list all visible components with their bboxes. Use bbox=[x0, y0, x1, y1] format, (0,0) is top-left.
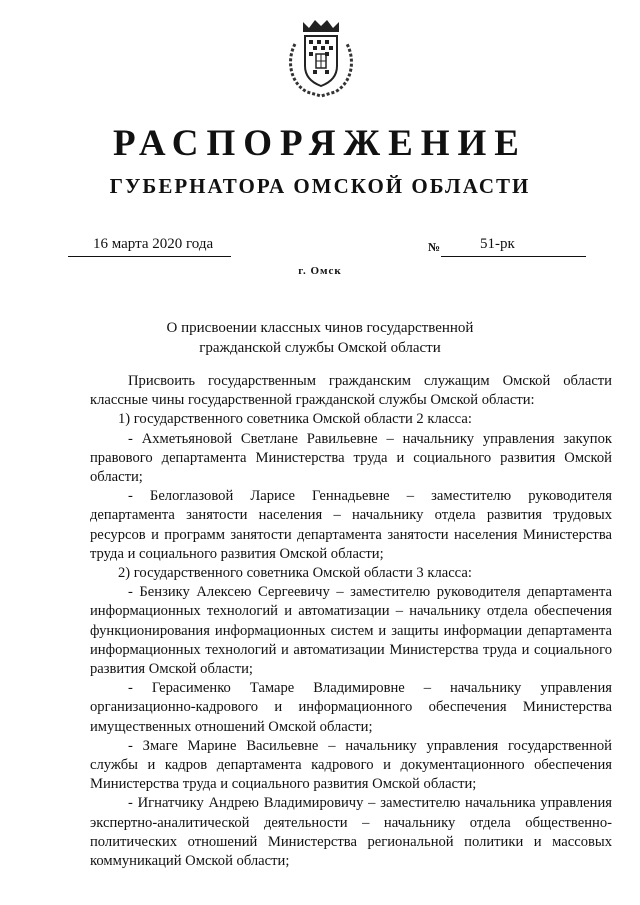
section-heading: 1) государственного советника Омской области 2 класса: bbox=[118, 411, 472, 428]
number-underline bbox=[441, 256, 586, 257]
intro-paragraph: Присвоить государственным гражданским служащим Омской области классные чины государственной гражданской службы Омской области: bbox=[90, 373, 612, 409]
list-item: - Бензику Алексею Сергеевичу – заместителю руководителя департамента информационных технологий и автоматизации – начальнику отдела обеспечения функционирования информационных систем и защиты информации департамента информационных технологий и автоматизации Министерства труда и социального развития Омской области; bbox=[90, 584, 612, 678]
number-label: № bbox=[428, 240, 441, 254]
issuer-title: ГУБЕРНАТОРА ОМСКОЙ ОБЛАСТИ bbox=[109, 174, 531, 198]
document-date: 16 марта 2020 года bbox=[93, 236, 214, 252]
list-item: - Змаге Марине Васильевне – начальнику управления государственной службы и кадров департамента кадрового и документационного обеспечения Министерства труда и социального развития Омской области; bbox=[90, 737, 612, 793]
document-number: 51-рк bbox=[480, 236, 515, 252]
heading-line: гражданской службы Омской области bbox=[199, 340, 441, 356]
issue-city: г. Омск bbox=[298, 265, 342, 277]
list-item: - Белоглазовой Ларисе Геннадьевне – заместителю руководителя департамента занятости населения – начальнику отдела развития трудовых ресурсов и программ занятости департамента занятости населения Министерства труда и социального развития Омской области; bbox=[90, 488, 612, 562]
list-item: - Ахметьяновой Светлане Равильевне – начальнику управления закупок правового департамента Министерства труда и социального развития Омской области; bbox=[90, 430, 612, 486]
document-title: РАСПОРЯЖЕНИЕ bbox=[112, 123, 527, 164]
heading-line: О присвоении классных чинов государственной bbox=[166, 320, 474, 336]
document-body bbox=[90, 372, 612, 871]
document-heading bbox=[0, 318, 640, 358]
date-underline bbox=[68, 256, 231, 257]
list-item: - Герасименко Тамаре Владимировне – начальнику управления организационно-кадрового и информационного обеспечения Министерства имущественных отношений Омской области; bbox=[90, 680, 612, 735]
list-item: - Игнатчику Андрею Владимировичу – заместителю начальника управления экспертно-аналитической деятельности – начальнику отдела общественно-политических отношений Министерства региональной политики и массовых коммуникаций Омской области; bbox=[90, 795, 612, 870]
section-heading: 2) государственного советника Омской области 3 класса: bbox=[118, 565, 472, 582]
coat-of-arms-emblem bbox=[285, 14, 357, 98]
